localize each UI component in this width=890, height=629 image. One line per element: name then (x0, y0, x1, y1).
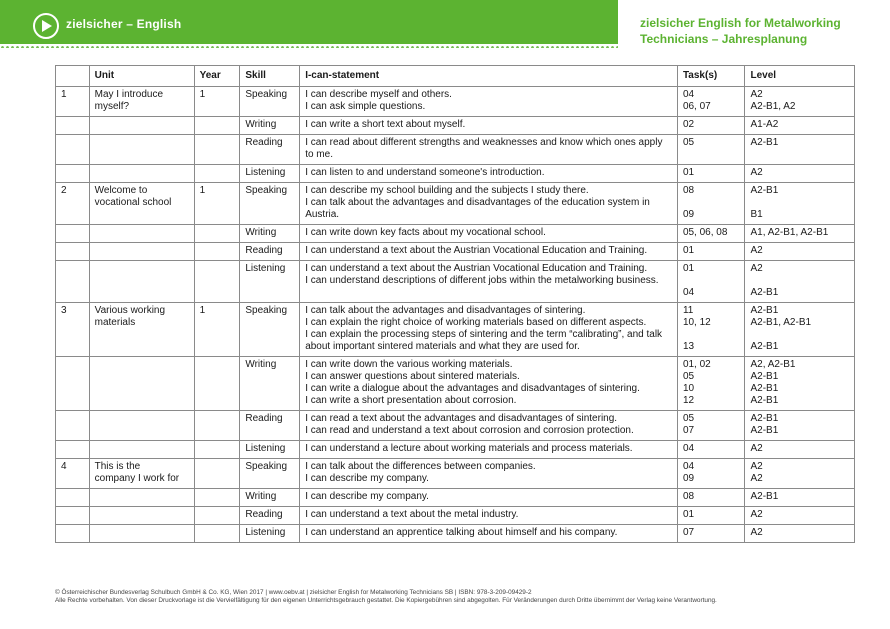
cell-number (56, 357, 90, 411)
cell-unit-line: myself? (94, 101, 130, 112)
cell-tasks (677, 489, 745, 507)
cell-unit (89, 117, 194, 135)
cell-year: 1 (194, 183, 240, 225)
cell-number (56, 243, 90, 261)
cell-unit (89, 489, 194, 507)
cell-unit (89, 183, 194, 225)
cell-tasks (677, 525, 745, 543)
cell-level-line: A2-B1 (750, 305, 779, 316)
cell-level-line (750, 197, 849, 209)
cell-year (194, 243, 240, 261)
cell-year (194, 135, 240, 165)
cell-tasks (677, 183, 745, 225)
cell-tasks-line (683, 329, 740, 341)
cell-level-line: A2 (750, 263, 763, 274)
cell-level-line: A2-B1 (750, 413, 779, 424)
document-title-line-1: zielsicher English for Metalworking (640, 16, 841, 30)
cell-statement-line: I can understand a lecture about working materials and process materials. (305, 443, 633, 454)
cell-skill: Speaking (240, 87, 300, 117)
cell-tasks-line: 09 (682, 209, 695, 220)
cell-statement-line: I can write a dialogue about the advantages and disadvantages of sintering. (305, 383, 640, 394)
cell-statement-line: I can ask simple questions. (305, 101, 426, 112)
cell-level (745, 261, 855, 303)
table-row (56, 525, 855, 543)
cell-unit (89, 411, 194, 441)
cell-tasks-line: 13 (682, 341, 695, 352)
cell-level (745, 411, 855, 441)
cell-level-line (750, 329, 849, 341)
cell-statement-line: I can read a text about the advantages and disadvantages of sintering. (305, 413, 618, 424)
table-row (56, 225, 855, 243)
table-row (56, 243, 855, 261)
table-row (56, 117, 855, 135)
cell-level-line: A2-B1 (750, 371, 779, 382)
cell-year (194, 525, 240, 543)
cell-level-line: A2-B1 (750, 137, 779, 148)
cell-statement-line: I can listen to and understand someone's introduction. (305, 167, 545, 178)
cell-year (194, 165, 240, 183)
cell-statement-line: I can talk about the differences between companies. (305, 461, 536, 472)
cell-tasks (677, 243, 745, 261)
table-row (56, 183, 855, 225)
cell-statement-line: I can understand a text about the Austrian Vocational Education and Training. (305, 245, 648, 256)
cell-statement (300, 135, 678, 165)
cell-statement (300, 225, 678, 243)
cell-level-line: A2-B1, A2-B1 (750, 317, 812, 328)
cell-tasks-line (683, 197, 740, 209)
cell-number: 4 (56, 459, 90, 489)
cell-level-line: A1-A2 (750, 119, 779, 130)
table-row (56, 489, 855, 507)
cell-statement (300, 357, 678, 411)
cell-statement-line: I can understand a text about the metal industry. (305, 509, 519, 520)
cell-level-line: A2 (750, 89, 763, 100)
cell-tasks-line: 11 (682, 305, 694, 316)
document-title-line-2: Technicians – Jahresplanung (640, 32, 808, 46)
brand-name: zielsicher – English (66, 17, 182, 31)
cell-level-line: A2-B1 (750, 287, 779, 298)
cell-tasks-line: 12 (682, 395, 695, 406)
cell-tasks-line: 01 (682, 245, 695, 256)
cell-level-line: A2 (750, 527, 763, 538)
cell-tasks (677, 357, 745, 411)
cell-statement-line: I can talk about the advantages and disadvantages of the education system in Austria. (305, 197, 650, 220)
cell-tasks (677, 117, 745, 135)
cell-level-line: A2-B1 (750, 341, 779, 352)
cell-tasks (677, 411, 745, 441)
col-header-unit: Unit (89, 66, 194, 87)
table-row (56, 165, 855, 183)
cell-level-line: A2-B1 (750, 491, 779, 502)
cell-level-line: A2 (750, 461, 763, 472)
cell-unit-line: May I introduce (94, 89, 164, 100)
cell-unit-line: vocational school (94, 197, 172, 208)
cell-unit-line: company I work for (94, 473, 180, 484)
cell-year (194, 261, 240, 303)
table-row (56, 303, 855, 357)
cell-statement-line: I can describe my company. (305, 473, 429, 484)
cell-number (56, 165, 90, 183)
cell-number (56, 225, 90, 243)
cell-year (194, 441, 240, 459)
cell-unit (89, 261, 194, 303)
cell-number (56, 507, 90, 525)
cell-year: 1 (194, 87, 240, 117)
cell-level (745, 87, 855, 117)
cell-statement (300, 183, 678, 225)
cell-unit (89, 135, 194, 165)
cell-statement-line: I can write down the various working materials. (305, 359, 513, 370)
cell-statement-line: I can read about different strengths and weaknesses and know which ones apply to me. (305, 137, 663, 160)
cell-level-line: A2 (750, 167, 763, 178)
table-row (56, 459, 855, 489)
cell-statement-line: I can describe my school building and the subjects I study there. (305, 185, 589, 196)
cell-tasks-line: 04 (682, 287, 695, 298)
cell-skill: Reading (240, 411, 300, 441)
table-row (56, 87, 855, 117)
cell-statement-line: I can understand a text about the Austrian Vocational Education and Training. (305, 263, 648, 274)
cell-year (194, 507, 240, 525)
cell-statement-line: I can write a short text about myself. (305, 119, 466, 130)
table-header-row (56, 66, 855, 87)
cell-tasks-line: 01 (682, 509, 695, 520)
cell-skill: Writing (240, 117, 300, 135)
cell-tasks-line: 05 (682, 371, 695, 382)
cell-tasks (677, 459, 745, 489)
cell-tasks (677, 441, 745, 459)
cell-unit (89, 507, 194, 525)
cell-unit (89, 459, 194, 489)
cell-tasks-line (683, 275, 740, 287)
cell-year (194, 117, 240, 135)
cell-level (745, 525, 855, 543)
cell-unit-line: materials (94, 317, 136, 328)
cell-level (745, 507, 855, 525)
cell-level-line: A2-B1, A2 (750, 101, 796, 112)
cell-tasks-line: 04 (682, 461, 695, 472)
cell-statement-line: I can describe my company. (305, 491, 429, 502)
cell-level-line: A2-B1 (750, 425, 779, 436)
cell-tasks-line: 05 (682, 413, 695, 424)
cell-level-line: A2-B1 (750, 383, 779, 394)
cell-level (745, 357, 855, 411)
col-header-tasks: Task(s) (677, 66, 745, 87)
cell-year (194, 357, 240, 411)
cell-unit-line: This is the (94, 461, 141, 472)
cell-tasks-line: 10 (682, 383, 695, 394)
cell-level (745, 243, 855, 261)
cell-statement (300, 525, 678, 543)
cell-level-line: A2 (750, 509, 763, 520)
footer-rights: Alle Rechte vorbehalten. Von dieser Druckvorlage ist die Vervielfältigung für den eigenen Unterrichtsgebrauch gestattet. Die Kopiergebühren sind abgegolten. Für Veränderungen durch Dritte übernimmt der Verlag keine Verantwortung. (55, 597, 717, 604)
cell-number (56, 525, 90, 543)
cell-statement-line: I can answer questions about sintered materials. (305, 371, 520, 382)
cell-level-line (750, 275, 849, 287)
header-banner (0, 0, 618, 44)
cell-level (745, 225, 855, 243)
cell-tasks-line: 05 (682, 137, 695, 148)
table-row (56, 507, 855, 525)
cell-level (745, 489, 855, 507)
cell-level (745, 459, 855, 489)
cell-tasks (677, 507, 745, 525)
cell-statement-line: I can write down key facts about my vocational school. (305, 227, 546, 238)
play-logo-icon (33, 13, 59, 39)
cell-statement (300, 411, 678, 441)
table-body (56, 87, 855, 543)
cell-number (56, 117, 90, 135)
cell-number: 2 (56, 183, 90, 225)
cell-statement-line: I can explain the processing steps of sintering and the term “calibrating”, and talk about important sintered materials and what they are used for. (305, 329, 663, 352)
col-header-statement: I-can-statement (300, 66, 678, 87)
cell-skill: Listening (240, 441, 300, 459)
cell-number (56, 411, 90, 441)
cell-statement (300, 459, 678, 489)
cell-skill: Reading (240, 507, 300, 525)
table-row (56, 441, 855, 459)
table-row (56, 261, 855, 303)
cell-number (56, 489, 90, 507)
footer-copyright: © Österreichischer Bundesverlag Schulbuch GmbH & Co. KG, Wien 2017 | www.oebv.at | zielsicher English for Metalworking Technicians SB | ISBN: 978-3-209-09429-2 (55, 589, 532, 596)
cell-unit (89, 165, 194, 183)
cell-year: 1 (194, 303, 240, 357)
cell-skill: Speaking (240, 303, 300, 357)
cell-level (745, 165, 855, 183)
cell-number: 3 (56, 303, 90, 357)
cell-level (745, 183, 855, 225)
cell-statement (300, 261, 678, 303)
cell-tasks-line: 01 (682, 167, 695, 178)
col-header-year: Year (194, 66, 240, 87)
cell-statement (300, 489, 678, 507)
cell-level-line: A1, A2-B1, A2-B1 (750, 227, 829, 238)
cell-unit-line: Welcome to (94, 185, 148, 196)
table-row (56, 357, 855, 411)
footer (55, 589, 855, 605)
cell-tasks-line: 02 (682, 119, 695, 130)
cell-tasks-line: 10, 12 (682, 317, 711, 328)
cell-statement-line: I can explain the right choice of working materials based on different aspects. (305, 317, 647, 328)
year-plan-table (55, 65, 855, 543)
cell-unit (89, 225, 194, 243)
cell-level (745, 117, 855, 135)
cell-skill: Writing (240, 489, 300, 507)
cell-statement (300, 507, 678, 525)
cell-tasks-line: 05, 06, 08 (682, 227, 728, 238)
dotted-divider (0, 40, 618, 48)
cell-statement-line: I can understand an apprentice talking about himself and his company. (305, 527, 618, 538)
document-title (640, 15, 880, 47)
cell-tasks-line: 07 (682, 527, 695, 538)
cell-level-line: A2, A2-B1 (750, 359, 796, 370)
cell-tasks (677, 165, 745, 183)
cell-statement (300, 117, 678, 135)
col-header-number (56, 66, 90, 87)
col-header-level: Level (745, 66, 855, 87)
cell-statement-line: I can understand descriptions of different jobs within the metalworking business. (305, 275, 659, 286)
cell-unit (89, 303, 194, 357)
cell-unit (89, 357, 194, 411)
cell-tasks-line: 08 (682, 491, 695, 502)
cell-year (194, 489, 240, 507)
cell-level-line: A2-B1 (750, 185, 779, 196)
cell-statement (300, 303, 678, 357)
cell-tasks (677, 261, 745, 303)
cell-level-line: A2 (750, 473, 763, 484)
cell-skill: Listening (240, 525, 300, 543)
cell-year (194, 225, 240, 243)
cell-level (745, 135, 855, 165)
cell-number: 1 (56, 87, 90, 117)
table-row (56, 411, 855, 441)
cell-statement-line: I can read and understand a text about corrosion and corrosion protection. (305, 425, 634, 436)
cell-skill: Reading (240, 243, 300, 261)
cell-level-line: A2-B1 (750, 395, 779, 406)
cell-skill: Speaking (240, 459, 300, 489)
cell-skill: Speaking (240, 183, 300, 225)
cell-skill: Listening (240, 261, 300, 303)
cell-statement (300, 441, 678, 459)
cell-unit (89, 243, 194, 261)
cell-tasks-line: 04 (682, 89, 695, 100)
cell-unit (89, 87, 194, 117)
cell-unit-line: Various working (94, 305, 166, 316)
cell-skill: Writing (240, 225, 300, 243)
cell-year (194, 459, 240, 489)
cell-number (56, 261, 90, 303)
cell-tasks-line: 04 (682, 443, 695, 454)
cell-tasks-line: 07 (682, 425, 695, 436)
cell-statement (300, 165, 678, 183)
cell-tasks (677, 87, 745, 117)
cell-tasks-line: 01 (682, 263, 695, 274)
cell-tasks-line: 01, 02 (682, 359, 711, 370)
table-row (56, 135, 855, 165)
cell-level (745, 303, 855, 357)
cell-skill: Writing (240, 357, 300, 411)
cell-statement (300, 243, 678, 261)
cell-statement-line: I can write a short presentation about corrosion. (305, 395, 517, 406)
cell-number (56, 441, 90, 459)
cell-tasks (677, 225, 745, 243)
cell-level-line: A2 (750, 245, 763, 256)
cell-statement-line: I can talk about the advantages and disadvantages of sintering. (305, 305, 586, 316)
cell-tasks (677, 135, 745, 165)
cell-unit (89, 441, 194, 459)
cell-number (56, 135, 90, 165)
cell-level (745, 441, 855, 459)
cell-year (194, 411, 240, 441)
cell-skill: Reading (240, 135, 300, 165)
cell-statement (300, 87, 678, 117)
col-header-skill: Skill (240, 66, 300, 87)
cell-tasks (677, 303, 745, 357)
cell-tasks-line: 06, 07 (682, 101, 711, 112)
cell-statement-line: I can describe myself and others. (305, 89, 452, 100)
cell-unit (89, 525, 194, 543)
cell-tasks-line: 08 (682, 185, 695, 196)
cell-tasks-line: 09 (682, 473, 695, 484)
cell-level-line: B1 (750, 209, 763, 220)
cell-skill: Listening (240, 165, 300, 183)
cell-level-line: A2 (750, 443, 763, 454)
